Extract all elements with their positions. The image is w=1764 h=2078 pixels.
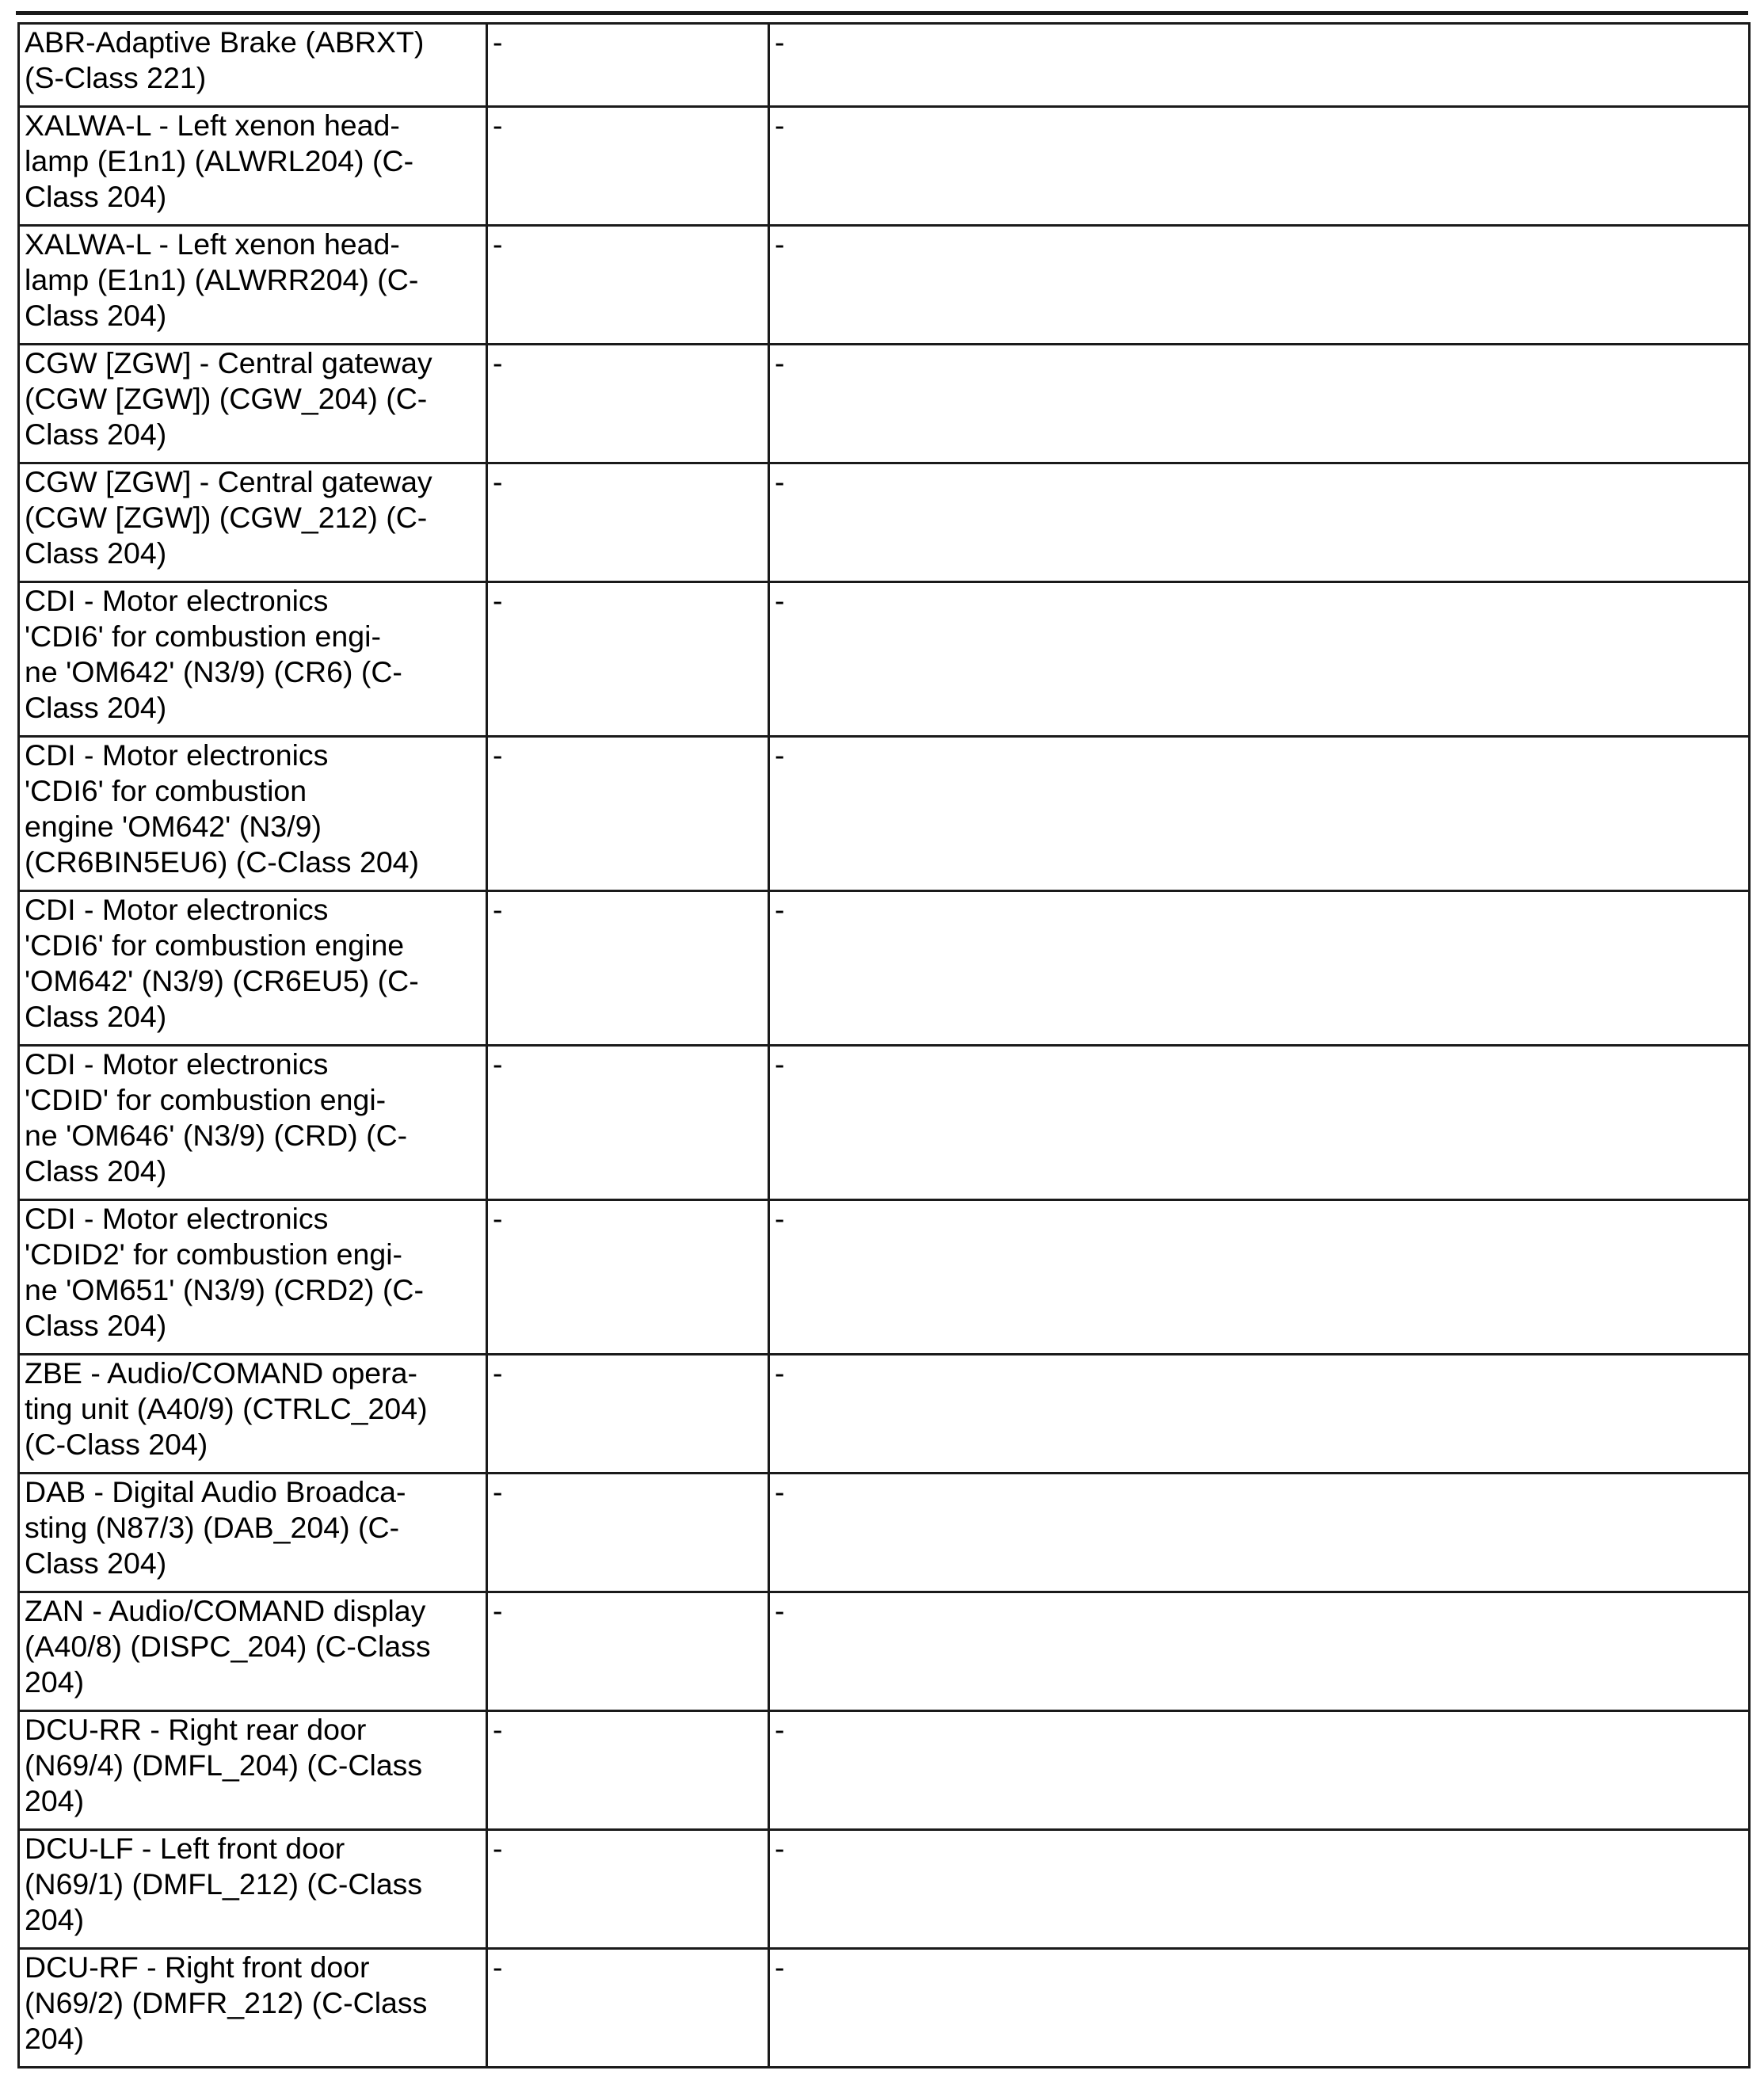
column-3-value: - [775, 1713, 785, 1746]
column-2-value: - [493, 1475, 503, 1508]
column-2-cell [487, 582, 769, 737]
top-rule [16, 11, 1748, 15]
column-3-cell [769, 463, 1750, 582]
column-3-value: - [775, 109, 785, 142]
control-unit-name: DAB - Digital Audio Broadca- sting (N87/3) (DAB_204) (C- Class 204) [25, 1475, 406, 1580]
table-row [19, 1355, 1750, 1474]
column-2-value: - [493, 109, 503, 142]
column-2-value: - [493, 227, 503, 261]
control-unit-name: DCU-RR - Right rear door (N69/4) (DMFL_204) (C-Class 204) [25, 1713, 423, 1817]
column-3-value: - [775, 1356, 785, 1390]
column-2-value: - [493, 465, 503, 498]
table-row [19, 1474, 1750, 1592]
control-unit-cell [19, 463, 487, 582]
column-3-value: - [775, 1475, 785, 1508]
column-3-value: - [775, 25, 785, 59]
column-2-value: - [493, 1202, 503, 1235]
control-unit-cell [19, 1355, 487, 1474]
table-row [19, 107, 1750, 226]
column-3-value: - [775, 738, 785, 772]
column-2-cell [487, 107, 769, 226]
control-unit-name: XALWA-L - Left xenon head- lamp (E1n1) (ALWRR204) (C- Class 204) [25, 227, 419, 332]
column-3-value: - [775, 465, 785, 498]
column-3-cell [769, 737, 1750, 891]
column-2-cell [487, 891, 769, 1046]
control-unit-name: CGW [ZGW] - Central gateway (CGW [ZGW]) (CGW_212) (C- Class 204) [25, 465, 432, 570]
table-row [19, 582, 1750, 737]
control-unit-name: DCU-LF - Left front door (N69/1) (DMFL_212) (C-Class 204) [25, 1832, 423, 1936]
column-2-cell [487, 463, 769, 582]
column-3-cell [769, 891, 1750, 1046]
control-unit-name: CGW [ZGW] - Central gateway (CGW [ZGW]) (CGW_204) (C- Class 204) [25, 346, 432, 451]
column-3-cell [769, 1046, 1750, 1200]
column-3-cell [769, 107, 1750, 226]
control-unit-name: CDI - Motor electronics 'CDID2' for combustion engi- ne 'OM651' (N3/9) (CRD2) (C- Class 204) [25, 1202, 424, 1342]
column-3-value: - [775, 1594, 785, 1627]
control-unit-cell [19, 1830, 487, 1949]
control-unit-cell [19, 107, 487, 226]
table-row [19, 1830, 1750, 1949]
control-unit-name: ABR-Adaptive Brake (ABRXT) (S-Class 221) [25, 25, 425, 94]
column-3-cell [769, 582, 1750, 737]
column-2-cell [487, 1830, 769, 1949]
column-3-value: - [775, 1047, 785, 1081]
column-2-cell [487, 737, 769, 891]
column-2-value: - [493, 1047, 503, 1081]
column-2-value: - [493, 346, 503, 379]
column-3-value: - [775, 346, 785, 379]
column-3-cell [769, 1711, 1750, 1830]
control-unit-name: CDI - Motor electronics 'CDI6' for combustion engine 'OM642' (N3/9) (CR6BIN5EU6) (C-Class 204) [25, 738, 420, 879]
control-unit-table [17, 22, 1751, 2068]
column-3-cell [769, 1355, 1750, 1474]
column-2-cell [487, 1949, 769, 2068]
control-unit-cell [19, 1592, 487, 1711]
column-2-value: - [493, 1713, 503, 1746]
column-3-cell [769, 1949, 1750, 2068]
table-row [19, 1711, 1750, 1830]
column-2-value: - [493, 1356, 503, 1390]
column-3-cell [769, 1592, 1750, 1711]
control-unit-cell [19, 1949, 487, 2068]
control-unit-cell [19, 24, 487, 107]
control-unit-name: CDI - Motor electronics 'CDI6' for combustion engi- ne 'OM642' (N3/9) (CR6) (C- Class 204) [25, 584, 402, 724]
control-unit-name: CDI - Motor electronics 'CDI6' for combustion engine 'OM642' (N3/9) (CR6EU5) (C- Class 204) [25, 893, 419, 1033]
column-2-cell [487, 1200, 769, 1355]
table-row [19, 1592, 1750, 1711]
control-unit-cell [19, 1046, 487, 1200]
column-2-value: - [493, 1832, 503, 1865]
column-3-cell [769, 1474, 1750, 1592]
column-3-cell [769, 1200, 1750, 1355]
column-2-cell [487, 1355, 769, 1474]
column-2-cell [487, 1592, 769, 1711]
column-2-cell [487, 1046, 769, 1200]
table-row [19, 1046, 1750, 1200]
column-3-cell [769, 1830, 1750, 1949]
column-3-value: - [775, 1950, 785, 1984]
column-3-cell [769, 24, 1750, 107]
control-unit-cell [19, 1711, 487, 1830]
control-unit-cell [19, 737, 487, 891]
column-3-value: - [775, 893, 785, 926]
column-2-cell [487, 24, 769, 107]
table-row [19, 737, 1750, 891]
column-3-cell [769, 226, 1750, 345]
table-row [19, 24, 1750, 107]
column-2-cell [487, 1474, 769, 1592]
control-unit-name: CDI - Motor electronics 'CDID' for combustion engi- ne 'OM646' (N3/9) (CRD) (C- Class 204) [25, 1047, 408, 1188]
control-unit-name: ZBE - Audio/COMAND opera- ting unit (A40/9) (CTRLC_204) (C-Class 204) [25, 1356, 428, 1461]
column-3-cell [769, 345, 1750, 463]
table-row [19, 1200, 1750, 1355]
column-2-value: - [493, 1950, 503, 1984]
control-unit-cell [19, 582, 487, 737]
control-unit-name: XALWA-L - Left xenon head- lamp (E1n1) (ALWRL204) (C- Class 204) [25, 109, 414, 213]
control-unit-cell [19, 345, 487, 463]
column-2-value: - [493, 1594, 503, 1627]
column-2-value: - [493, 584, 503, 617]
table-row [19, 891, 1750, 1046]
column-2-value: - [493, 25, 503, 59]
column-3-value: - [775, 1202, 785, 1235]
control-unit-cell [19, 226, 487, 345]
control-unit-name: ZAN - Audio/COMAND display (A40/8) (DISPC_204) (C-Class 204) [25, 1594, 431, 1699]
column-2-cell [487, 345, 769, 463]
column-3-value: - [775, 1832, 785, 1865]
table-body [19, 24, 1750, 2068]
control-unit-name: DCU-RF - Right front door (N69/2) (DMFR_212) (C-Class 204) [25, 1950, 428, 2055]
column-2-cell [487, 226, 769, 345]
column-2-value: - [493, 893, 503, 926]
table-row [19, 226, 1750, 345]
column-3-value: - [775, 227, 785, 261]
table-row [19, 345, 1750, 463]
table-row [19, 463, 1750, 582]
control-unit-cell [19, 1200, 487, 1355]
control-unit-cell [19, 891, 487, 1046]
column-3-value: - [775, 584, 785, 617]
column-2-cell [487, 1711, 769, 1830]
control-unit-cell [19, 1474, 487, 1592]
table-row [19, 1949, 1750, 2068]
column-2-value: - [493, 738, 503, 772]
